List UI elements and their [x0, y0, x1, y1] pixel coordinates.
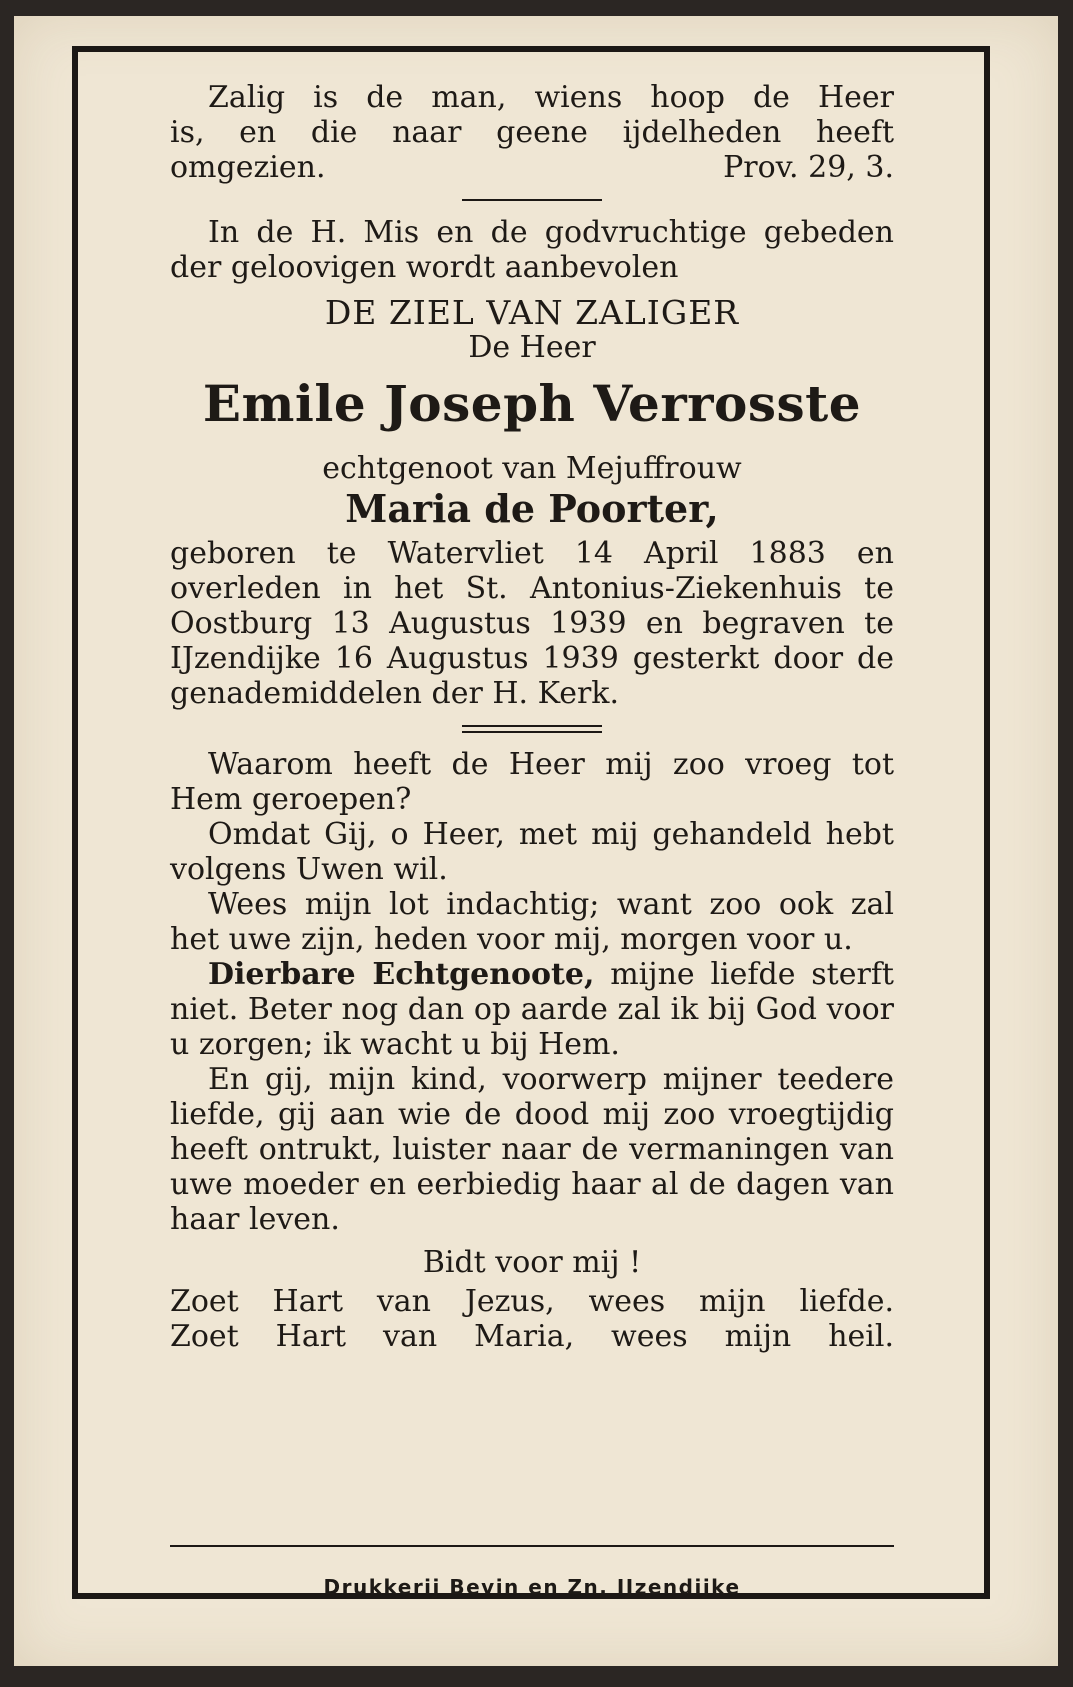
biography-text: geboren te Watervliet 14 April 1883 en overleden in het St. Antonius-Ziekenhuis te Oostburg 13 Augustus 1939 en begraven te IJzendijke 16 Augustus 1939 gesterkt door de genademiddelen der H. Kerk.	[170, 536, 894, 711]
double-divider-rule	[462, 725, 602, 733]
verse-reference: Prov. 29, 3.	[723, 150, 894, 185]
intro-text: In de H. Mis en de godvruchtige gebeden der geloovigen wordt aanbevolen	[170, 215, 894, 285]
divider-rule	[462, 199, 602, 201]
verse-line-3	[170, 150, 894, 185]
prayer-1: Waarom heeft de Heer mij zoo vroeg tot Hem geroepen?	[170, 747, 894, 817]
verse-line-1: Zalig is de man, wiens hoop de Heer	[208, 80, 894, 115]
prayer-4-address: Dierbare Echtgenoote,	[208, 957, 595, 992]
soul-heading: DE ZIEL VAN ZALIGER	[324, 293, 740, 332]
prayer-4-text: mijne liefde sterft niet. Beter nog dan op aarde zal ik bij God voor u zorgen; ik wacht u bij Hem.	[170, 957, 894, 1062]
spouse-name: Maria de Poorter,	[345, 486, 719, 531]
title-text: De Heer	[468, 330, 596, 365]
prayer-4	[170, 957, 894, 1062]
verse-line-2: is, en die naar geene ijdelheden heeft	[170, 115, 894, 150]
verse-end: omgezien.	[170, 150, 326, 185]
printer-credit: Drukkerij Bevin en Zn. IJzendijke	[323, 1575, 741, 1599]
deceased-name: Emile Joseph Verrosste	[202, 374, 862, 433]
closing-line-1: Zoet Hart van Jezus, wees mijn liefde.	[170, 1284, 894, 1319]
closing-line-2: Zoet Hart van Maria, wees mijn heil.	[170, 1319, 894, 1354]
pray-for-me: Bidt voor mij !	[422, 1245, 642, 1280]
prayer-3: Wees mijn lot indachtig; want zoo ook zal het uwe zijn, heden voor mij, morgen voor u.	[170, 887, 894, 957]
prayer-5: En gij, mijn kind, voorwerp mijner teedere liefde, gij aan wie de dood mij zoo vroegtijdig heeft ontrukt, luister naar de vermaningen van uwe moeder en eerbiedig haar al de dagen van haar leven.	[170, 1062, 894, 1237]
bottom-rule	[170, 1545, 894, 1547]
spouse-intro: echtgenoot van Mejuffrouw	[322, 451, 742, 486]
prayer-2: Omdat Gij, o Heer, met mij gehandeld hebt volgens Uwen wil.	[170, 817, 894, 887]
card-text	[170, 80, 894, 1354]
